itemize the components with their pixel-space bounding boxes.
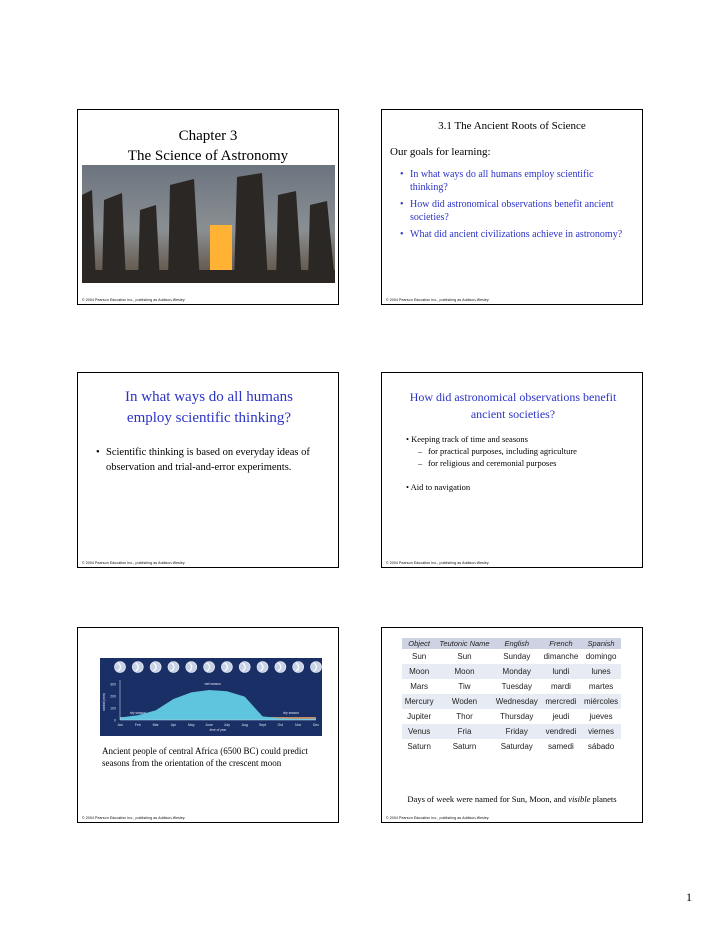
table-cell: Saturn [407, 742, 431, 751]
x-tick-label: Feb [134, 723, 141, 727]
slide-2-goals-list [400, 168, 628, 241]
slide-3 [77, 372, 339, 568]
y-tick-label: 200 [110, 694, 116, 699]
x-tick-label: May [187, 723, 195, 727]
slide-4-footer: © 2004 Pearson Education Inc., publishing as Addison-Wesley [386, 561, 489, 565]
x-tick-label: June [205, 723, 213, 727]
table-cell: Thursday [500, 712, 534, 721]
table-cell: Mercury [402, 694, 436, 709]
slide-3-bullet: • Scientific thinking is based on everyday ideas of observation and trial-and-error experiments. [96, 445, 324, 475]
table-header-cell: Object [402, 638, 436, 649]
slide-1-title-line2: The Science of Astronomy [127, 148, 289, 164]
slide-4-bullet-1: • Keeping track of time and seasons [406, 434, 528, 444]
table-cell: Tuesday [501, 682, 532, 691]
x-tick-label: Sept [258, 723, 267, 727]
page-number: 1 [686, 890, 692, 904]
table-cell: jeudi [552, 712, 570, 721]
table-header-row [402, 638, 621, 649]
table-cell: Friday [493, 724, 541, 739]
slide-3-footer: © 2004 Pearson Education Inc., publishing as Addison-Wesley [82, 561, 185, 565]
table-cell: Tiw [458, 682, 471, 691]
slide-2-footer: © 2004 Pearson Education Inc., publishing as Addison-Wesley [386, 298, 489, 302]
slide-2-subtitle: Our goals for learning: [390, 146, 491, 158]
slide-4-content [406, 433, 636, 493]
table-cell: domingo [585, 652, 617, 661]
x-tick-label: Nov [295, 723, 302, 727]
table-cell: lunes [581, 664, 621, 679]
table-cell: Saturday [500, 742, 533, 751]
slide-1-title-line1: Chapter 3 [178, 128, 238, 144]
slide-4-sub-item: – for religious and ceremonial purposes [418, 457, 636, 469]
season-annotation: dry season [283, 711, 299, 715]
table-cell: Saturn [452, 742, 477, 751]
table-cell: lundi [541, 664, 581, 679]
table-row [402, 649, 621, 664]
table-row [402, 739, 621, 754]
table-cell: martes [588, 682, 614, 691]
table-cell: sábado [587, 742, 615, 751]
y-axis-label: rainfall (mm) [102, 693, 106, 711]
slide-4-sub-item: – for practical purposes, including agriculture [418, 445, 636, 457]
goal-item: • In what ways do all humans employ scientific thinking? [400, 168, 628, 194]
table-cell: mercredi [541, 694, 581, 709]
stonehenge-sunset-photo [82, 165, 335, 283]
table-cell: Woden [436, 694, 492, 709]
x-tick-label: Mar [152, 723, 159, 727]
table-cell: Fria [436, 724, 492, 739]
slide-5-footer: © 2004 Pearson Education Inc., publishing as Addison-Wesley [82, 816, 185, 820]
x-axis-label: time of year [209, 728, 227, 732]
season-annotation: wet season [204, 682, 221, 686]
slide-5 [77, 627, 339, 823]
table-row [402, 724, 621, 739]
x-tick-label: Dec [312, 723, 320, 727]
table-header-cell: French [541, 638, 581, 649]
y-tick-label: 100 [110, 706, 116, 711]
slide-3-title: In what ways do all humans employ scientific thinking? [125, 389, 293, 426]
slide-4 [381, 372, 643, 568]
table-cell: Sun [412, 652, 427, 661]
table-cell: Jupiter [407, 712, 432, 721]
slide-1 [77, 109, 339, 305]
rainfall-chart [100, 658, 322, 736]
table-cell: Thor [456, 712, 473, 721]
table-cell: samedi [548, 742, 574, 751]
y-tick-label: 300 [110, 682, 116, 687]
slide-4-bullet-2: • Aid to navigation [406, 482, 471, 492]
x-tick-label: Oct [277, 723, 284, 727]
slide-6 [381, 627, 643, 823]
table-cell: Sun [457, 652, 472, 661]
y-tick-label: 0 [114, 718, 116, 723]
table-cell: Wednesday [493, 694, 541, 709]
days-of-week-table-wrap [402, 638, 621, 754]
x-tick-label: Aug [241, 723, 248, 727]
table-cell: Monday [493, 664, 541, 679]
table-cell: dimanche [543, 652, 579, 661]
x-tick-label: Jan [117, 723, 123, 727]
table-cell: Venus [402, 724, 436, 739]
slide-2-title: 3.1 The Ancient Roots of Science [438, 120, 586, 132]
slide-1-footer: © 2004 Pearson Education Inc., publishing as Addison-Wesley [82, 298, 185, 302]
slide-6-caption: Days of week were named for Sun, Moon, and visible planets [407, 794, 617, 804]
table-header-cell: Spanish [581, 638, 621, 649]
x-tick-label: Apr [170, 723, 177, 727]
slide-3-bullets [96, 445, 324, 475]
table-row [402, 709, 621, 724]
table-cell: Moon [402, 664, 436, 679]
slide-6-footer: © 2004 Pearson Education Inc., publishing as Addison-Wesley [386, 816, 489, 820]
goal-item: • How did astronomical observations benefit ancient societies? [400, 198, 628, 224]
table-row [402, 664, 621, 679]
table-row [402, 679, 621, 694]
table-header-cell: Teutonic Name [436, 638, 492, 649]
goal-item: • What did ancient civilizations achieve in astronomy? [400, 228, 628, 241]
days-of-week-table [402, 638, 621, 754]
table-cell: Moon [436, 664, 492, 679]
table-cell: miércoles [581, 694, 621, 709]
season-annotation: dry season [130, 711, 146, 715]
slide-5-caption: Ancient people of central Africa (6500 BC) could predict seasons from the orientation of the crescent moon [102, 746, 308, 768]
slide-4-sublist [406, 445, 636, 469]
table-cell: Mars [410, 682, 429, 691]
table-cell: mardi [550, 682, 571, 691]
slide-2 [381, 109, 643, 305]
table-cell: viernes [581, 724, 621, 739]
table-header-cell: English [493, 638, 541, 649]
slide-4-title: How did astronomical observations benefit ancient societies? [409, 390, 617, 421]
table-cell: jueves [589, 712, 613, 721]
x-tick-label: July [223, 723, 231, 727]
table-cell: vendredi [541, 724, 581, 739]
table-cell: Sunday [503, 652, 531, 661]
table-row [402, 694, 621, 709]
